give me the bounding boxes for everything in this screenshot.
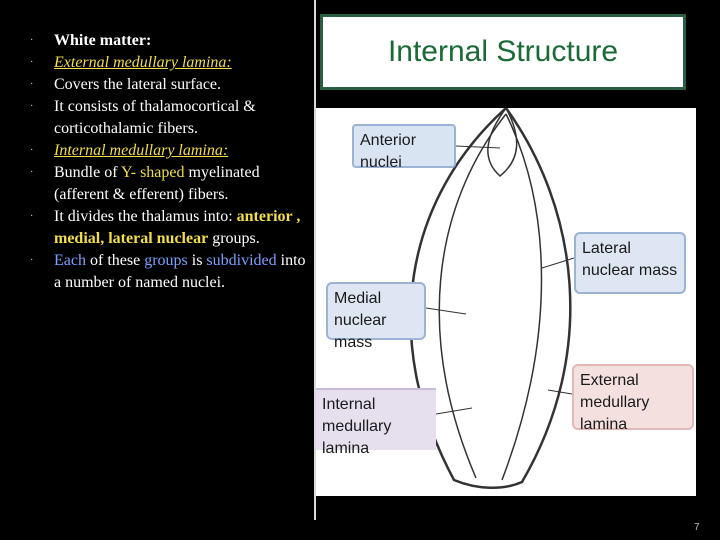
anterior-pointer bbox=[456, 146, 500, 148]
bullet-text: White matter: bbox=[54, 32, 152, 49]
page-number: 7 bbox=[694, 522, 700, 533]
bullet-item bbox=[0, 74, 312, 96]
bullet-text: anterior , medial, lateral nuclear bbox=[54, 208, 301, 247]
bullet-item bbox=[0, 30, 312, 52]
bullet-text: is bbox=[187, 252, 207, 269]
bullet-item bbox=[0, 250, 312, 294]
bullet-text: It divides the thalamus into: bbox=[54, 208, 237, 225]
thalamus-diagram bbox=[316, 108, 696, 496]
bullet-dot-icon: · bbox=[30, 79, 34, 90]
label-external-medullary-lamina: External medullary lamina bbox=[572, 364, 694, 430]
bullet-text: Covers the lateral surface. bbox=[54, 76, 222, 93]
bullet-text: Internal medullary lamina: bbox=[54, 142, 229, 159]
bullet-dot-icon: · bbox=[30, 101, 34, 112]
bullet-dot-icon: · bbox=[30, 255, 34, 266]
bullet-text: External medullary lamina: bbox=[54, 54, 232, 71]
bullet-item bbox=[0, 52, 312, 74]
bullet-item bbox=[0, 140, 312, 162]
bullet-text: Bundle of bbox=[54, 164, 121, 181]
label-medial-nuclear-mass: Medial nuclear mass bbox=[326, 282, 426, 340]
bullet-item bbox=[0, 206, 312, 250]
bullet-text: of these bbox=[85, 252, 145, 269]
title-box bbox=[320, 14, 686, 90]
slide-title: Internal Structure bbox=[387, 35, 619, 68]
bullet-item bbox=[0, 96, 312, 140]
bullet-dot-icon: · bbox=[30, 35, 34, 46]
bullet-list bbox=[0, 30, 312, 294]
bullet-text: into a number of named nuclei. bbox=[54, 252, 306, 291]
bullet-dot-icon: · bbox=[30, 211, 34, 222]
lateral-pointer bbox=[542, 258, 574, 268]
bullet-text: subdivided bbox=[206, 252, 277, 269]
label-anterior-nuclei: Anterior nuclei bbox=[352, 124, 456, 168]
bullet-text: groups. bbox=[208, 230, 260, 247]
bullet-dot-icon: · bbox=[30, 167, 34, 178]
bullet-text: groups bbox=[144, 252, 188, 269]
bullet-text: It consists of thalamocortical & corticothalamic fibers. bbox=[54, 98, 256, 137]
bullet-item bbox=[0, 162, 312, 206]
bullet-dot-icon: · bbox=[30, 145, 34, 156]
bullet-text: Each bbox=[54, 252, 86, 269]
bullet-text: Y- shaped bbox=[120, 164, 185, 181]
label-internal-medullary-lamina: Internal medullary lamina bbox=[316, 388, 436, 450]
text-panel bbox=[0, 0, 316, 520]
medial-pointer bbox=[426, 308, 466, 314]
bullet-dot-icon: · bbox=[30, 57, 34, 68]
internal-lamina-left bbox=[439, 114, 506, 478]
label-lateral-nuclear-mass: Lateral nuclear mass bbox=[574, 232, 686, 294]
bullet-text: myelinated (afferent & efferent) fibers. bbox=[54, 164, 260, 203]
